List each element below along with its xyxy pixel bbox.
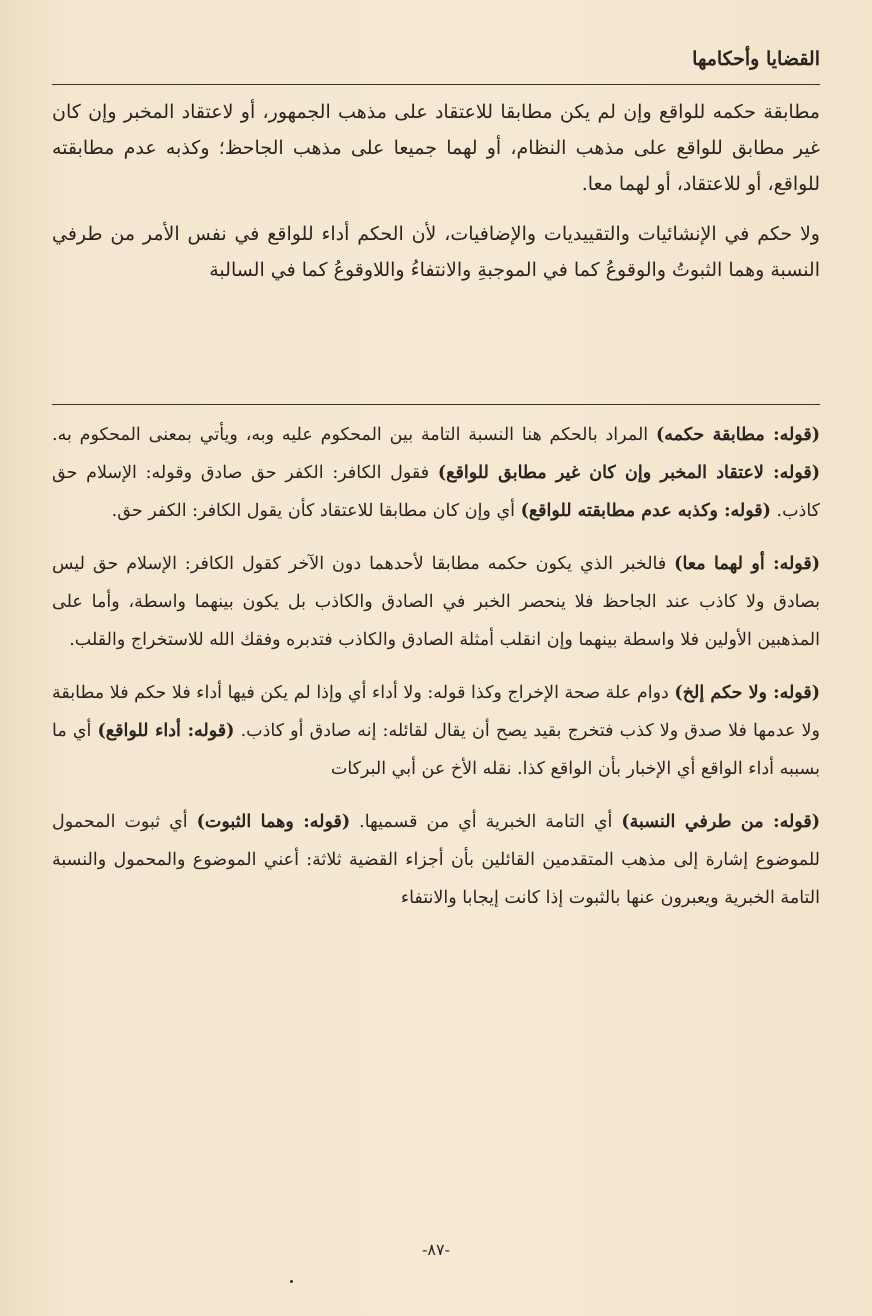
note-text: فقول الكافر: الكفر حق صادق وقوله: الإسلام حق كاذب. — [52, 463, 820, 521]
note-text: فالخبر الذي يكون حكمه مطابقا لأحدهما دون الآخر كقول الكافر: الإسلام حق ليس بصادق ولا كاذب عند الجاحظ فلا ينحصر الخبر في الصادق والكاذب بل يكون بينهما واسطة، وأما على المذهبين الأولين فلا واسطة بينهما وإن انقلب أمثلة الصادق والكاذب فتدبره وفقك الله للاستخراج والقلب. — [52, 554, 820, 650]
note-paragraph — [52, 416, 820, 530]
note-quote: (قوله: وهما الثبوت) — [196, 812, 351, 832]
note-paragraph — [52, 674, 820, 788]
note-text: دوام علة صحة الإخراج وكذا قوله: ولا أداء أي وإذا لم يكن فيها أداء فلا حكم فلا مطابقة ولا عدمها فلا صدق ولا كذب فتخرج بقيد يصح أن يقال لقائله: إنه صادق أو كاذب. — [52, 683, 820, 741]
main-paragraph: ولا حكم في الإنشائيات والتقييديات والإضافيات، لأن الحكم أداء للواقع في نفس الأمر من طرفي النسبة وهما الثبوتُ والوقوعُ كما في الموجبةِ والانتفاءُ واللاوقوعُ كما في السالبة — [52, 223, 820, 281]
notes-separator — [52, 404, 820, 405]
note-text: أي وإن كان مطابقا للاعتقاد كأن يقول الكافر: الكفر حق. — [111, 501, 521, 521]
main-paragraph: مطابقة حكمه للواقع وإن لم يكن مطابقا للاعتقاد على مذهب الجمهور، أو لاعتقاد المخبر وإن كان غير مطابق للواقع على مذهب النظام، أو لهما جميعا على مذهب الجاحظ؛ وكذبه عدم مطابقته للواقع، أو للاعتقاد، أو لهما معا. — [52, 101, 820, 195]
main-text — [52, 94, 820, 288]
note-paragraph — [52, 803, 820, 917]
running-head: القضايا وأحكامها — [692, 48, 820, 70]
header-rule — [52, 84, 820, 85]
note-quote: (قوله: لاعتقاد المخبر وإن كان غير مطابق للواقع) — [437, 463, 821, 483]
note-quote: (قوله: أو لهما معا) — [674, 554, 820, 574]
note-text: أي التامة الخبرية أي من قسميها. — [350, 812, 622, 832]
commentary-notes — [52, 416, 820, 932]
note-text: المراد بالحكم هنا النسبة التامة بين المحكوم عليه وبه، ويأتي بمعنى المحكوم به. — [52, 425, 656, 445]
note-paragraph — [52, 545, 820, 659]
note-text: أي ما بسببه أداء الواقع أي الإخبار بأن الواقع كذا. نقله الأخ عن أبي البركات — [52, 721, 820, 779]
page-number: -٨٧- — [422, 1240, 450, 1259]
note-quote: (قوله: ولا حكم إلخ) — [674, 683, 820, 703]
note-quote: (قوله: من طرفي النسبة) — [621, 812, 820, 832]
note-text: أي ثبوت المحمول للموضوع إشارة إلى مذهب المتقدمين القائلين بأن أجزاء القضية ثلاثة: أعني الموضوع والمحمول والنسبة التامة الخبرية ويعبرون عنها بالثبوت إذا كانت إيجابا والانتفاء — [52, 812, 820, 908]
note-quote: (قوله: مطابقة حكمه) — [655, 425, 820, 445]
note-quote: (قوله: أداء للواقع) — [97, 721, 235, 741]
note-quote: (قوله: وكذبه عدم مطابقته للواقع) — [520, 501, 771, 521]
print-dot — [290, 1280, 293, 1283]
